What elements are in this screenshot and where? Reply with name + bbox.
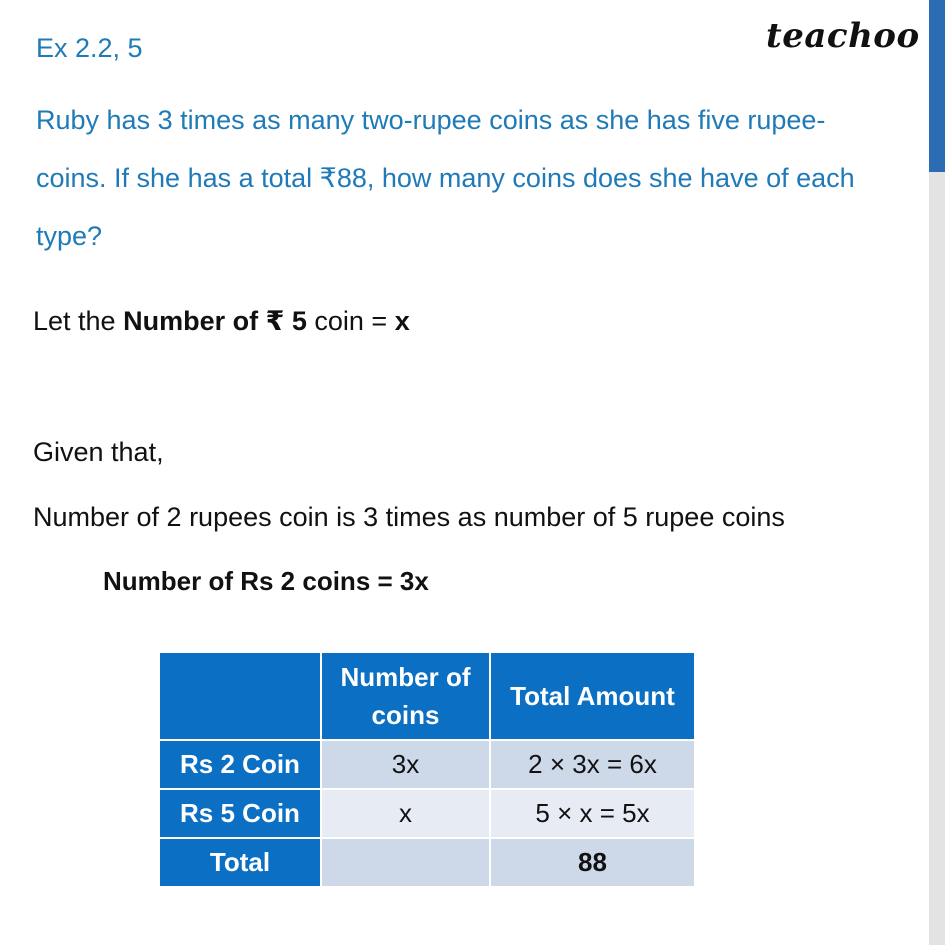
let-bold-phrase: Number of ₹ 5 [123, 306, 307, 336]
row-label: Rs 2 Coin [159, 740, 321, 789]
table-cell: x [321, 789, 490, 838]
teachoo-logo: teachoo [766, 16, 920, 56]
table-cell [321, 838, 490, 887]
scrollbar[interactable] [929, 0, 945, 945]
table-row [159, 838, 695, 887]
let-middle: coin = [306, 306, 395, 336]
question-line: Ruby has 3 times as many two-rupee coins as she has five rupee- [36, 105, 826, 135]
let-statement [33, 306, 410, 337]
row-label: Rs 5 Coin [159, 789, 321, 838]
question-line: type? [36, 221, 103, 251]
table-cell: 3x [321, 740, 490, 789]
question-line: coins. If she has a total ₹88, how many coins does she have of each [36, 163, 855, 193]
coin-table [158, 651, 696, 888]
header-number-of-coins: Number of coins [340, 662, 471, 730]
table-cell: 5 × x = 5x [490, 789, 695, 838]
table-header-row [159, 652, 695, 740]
table-header-cell [159, 652, 321, 740]
table-row [159, 789, 695, 838]
table-header-cell [321, 652, 490, 740]
question-text [36, 91, 916, 265]
row-label: Total [159, 838, 321, 887]
table-row [159, 740, 695, 789]
table-header-cell: Total Amount [490, 652, 695, 740]
given-statement: Number of 2 rupees coin is 3 times as number of 5 rupee coins [33, 502, 785, 532]
table-cell: 2 × 3x = 6x [490, 740, 695, 789]
exercise-label: Ex 2.2, 5 [36, 33, 143, 63]
let-prefix: Let the [33, 306, 124, 336]
total-value: 88 [490, 838, 695, 887]
let-variable: x [394, 306, 410, 336]
scrollbar-thumb[interactable] [929, 0, 945, 172]
given-label: Given that, [33, 437, 164, 467]
equation: Number of Rs 2 coins = 3x [103, 566, 429, 596]
